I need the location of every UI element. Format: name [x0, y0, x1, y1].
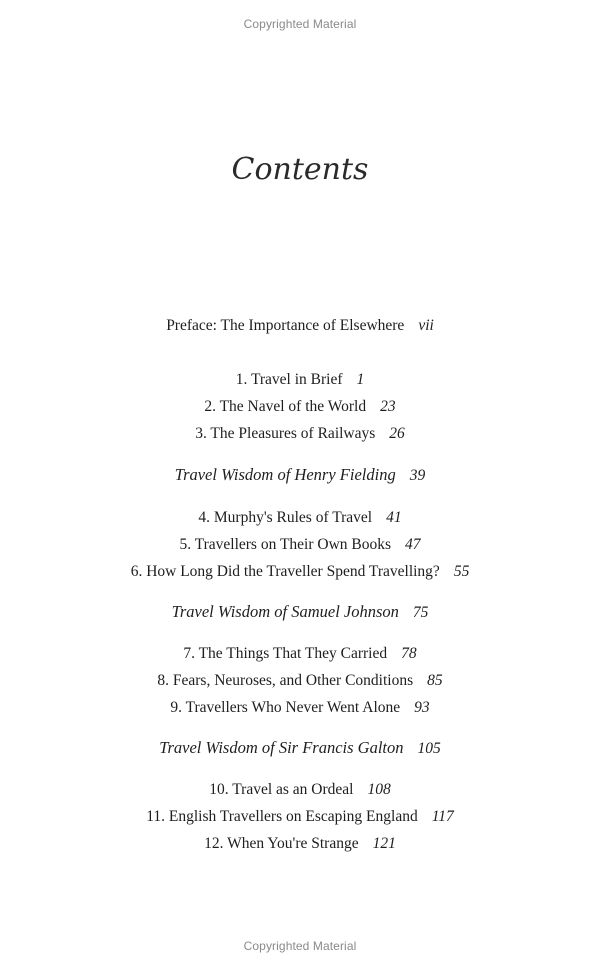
toc-entry-title: 3. The Pleasures of Railways: [195, 425, 376, 442]
toc-entry-title: 2. The Navel of the World: [204, 398, 367, 415]
toc-entry-title: 6. How Long Did the Traveller Spend Travelling?: [130, 563, 440, 580]
toc-entry-preface: [0, 317, 600, 335]
toc-entry-interlude-johnson: [0, 603, 600, 622]
toc-entry-chapter-6: [0, 563, 600, 581]
toc-entry-title: 1. Travel in Brief: [235, 371, 343, 388]
copyright-watermark-top: Copyrighted Material: [243, 17, 357, 31]
toc-entry-title: 5. Travellers on Their Own Books: [179, 536, 392, 553]
toc-entry-chapter-8: [0, 672, 600, 690]
copyright-watermark-bottom: Copyrighted Material: [243, 939, 357, 953]
toc-entry-title: Travel Wisdom of Samuel Johnson: [171, 602, 399, 621]
toc-entry-page: 117: [431, 808, 454, 825]
toc-entry-page: 23: [380, 398, 396, 415]
toc-entry-page: 55: [453, 563, 470, 580]
toc-entry-title: Travel Wisdom of Sir Francis Galton: [159, 738, 404, 757]
toc-entry-title: 8. Fears, Neuroses, and Other Conditions: [157, 672, 414, 689]
toc-entry-page: 1: [356, 371, 365, 388]
toc-entry-page: 121: [372, 835, 396, 852]
toc-entry-chapter-1: [0, 371, 600, 389]
toc-entry-chapter-11: [0, 808, 600, 826]
page-title: Contents: [231, 152, 369, 187]
toc-entry-title: 10. Travel as an Ordeal: [209, 781, 354, 798]
toc-entry-page: 39: [409, 467, 426, 484]
toc-entry-chapter-7: [0, 645, 600, 663]
toc-entry-chapter-5: [0, 536, 600, 554]
toc-entry-page: vii: [418, 317, 434, 334]
toc-entry-chapter-4: [0, 509, 600, 527]
toc-entry-title: 7. The Things That They Carried: [183, 645, 388, 662]
toc-entry-title: 4. Murphy's Rules of Travel: [198, 509, 373, 526]
toc-entry-chapter-10: [0, 781, 600, 799]
toc-entry-page: 85: [427, 672, 443, 689]
toc-entry-page: 93: [414, 699, 430, 716]
toc-entry-page: 78: [401, 645, 417, 662]
toc-entry-page: 47: [405, 536, 421, 553]
toc-entry-title: Preface: The Importance of Elsewhere: [166, 317, 405, 334]
toc-entry-title: 11. English Travellers on Escaping England: [146, 808, 418, 825]
toc-entry-title: 12. When You're Strange: [204, 835, 359, 852]
toc-entry-interlude-galton: [0, 739, 600, 758]
toc-entry-chapter-9: [0, 699, 600, 717]
toc-entry-page: 41: [386, 509, 402, 526]
toc-entry-chapter-3: [0, 425, 600, 443]
toc-entry-page: 75: [412, 604, 429, 621]
toc-entry-page: 105: [417, 740, 441, 757]
toc-entry-page: 26: [389, 425, 405, 442]
toc-entry-title: 9. Travellers Who Never Went Alone: [170, 699, 401, 716]
toc-entry-interlude-fielding: [0, 466, 600, 485]
toc-entry-page: 108: [367, 781, 391, 798]
toc-entry-title: Travel Wisdom of Henry Fielding: [174, 465, 396, 484]
toc-entry-chapter-2: [0, 398, 600, 416]
toc-entry-chapter-12: [0, 835, 600, 853]
